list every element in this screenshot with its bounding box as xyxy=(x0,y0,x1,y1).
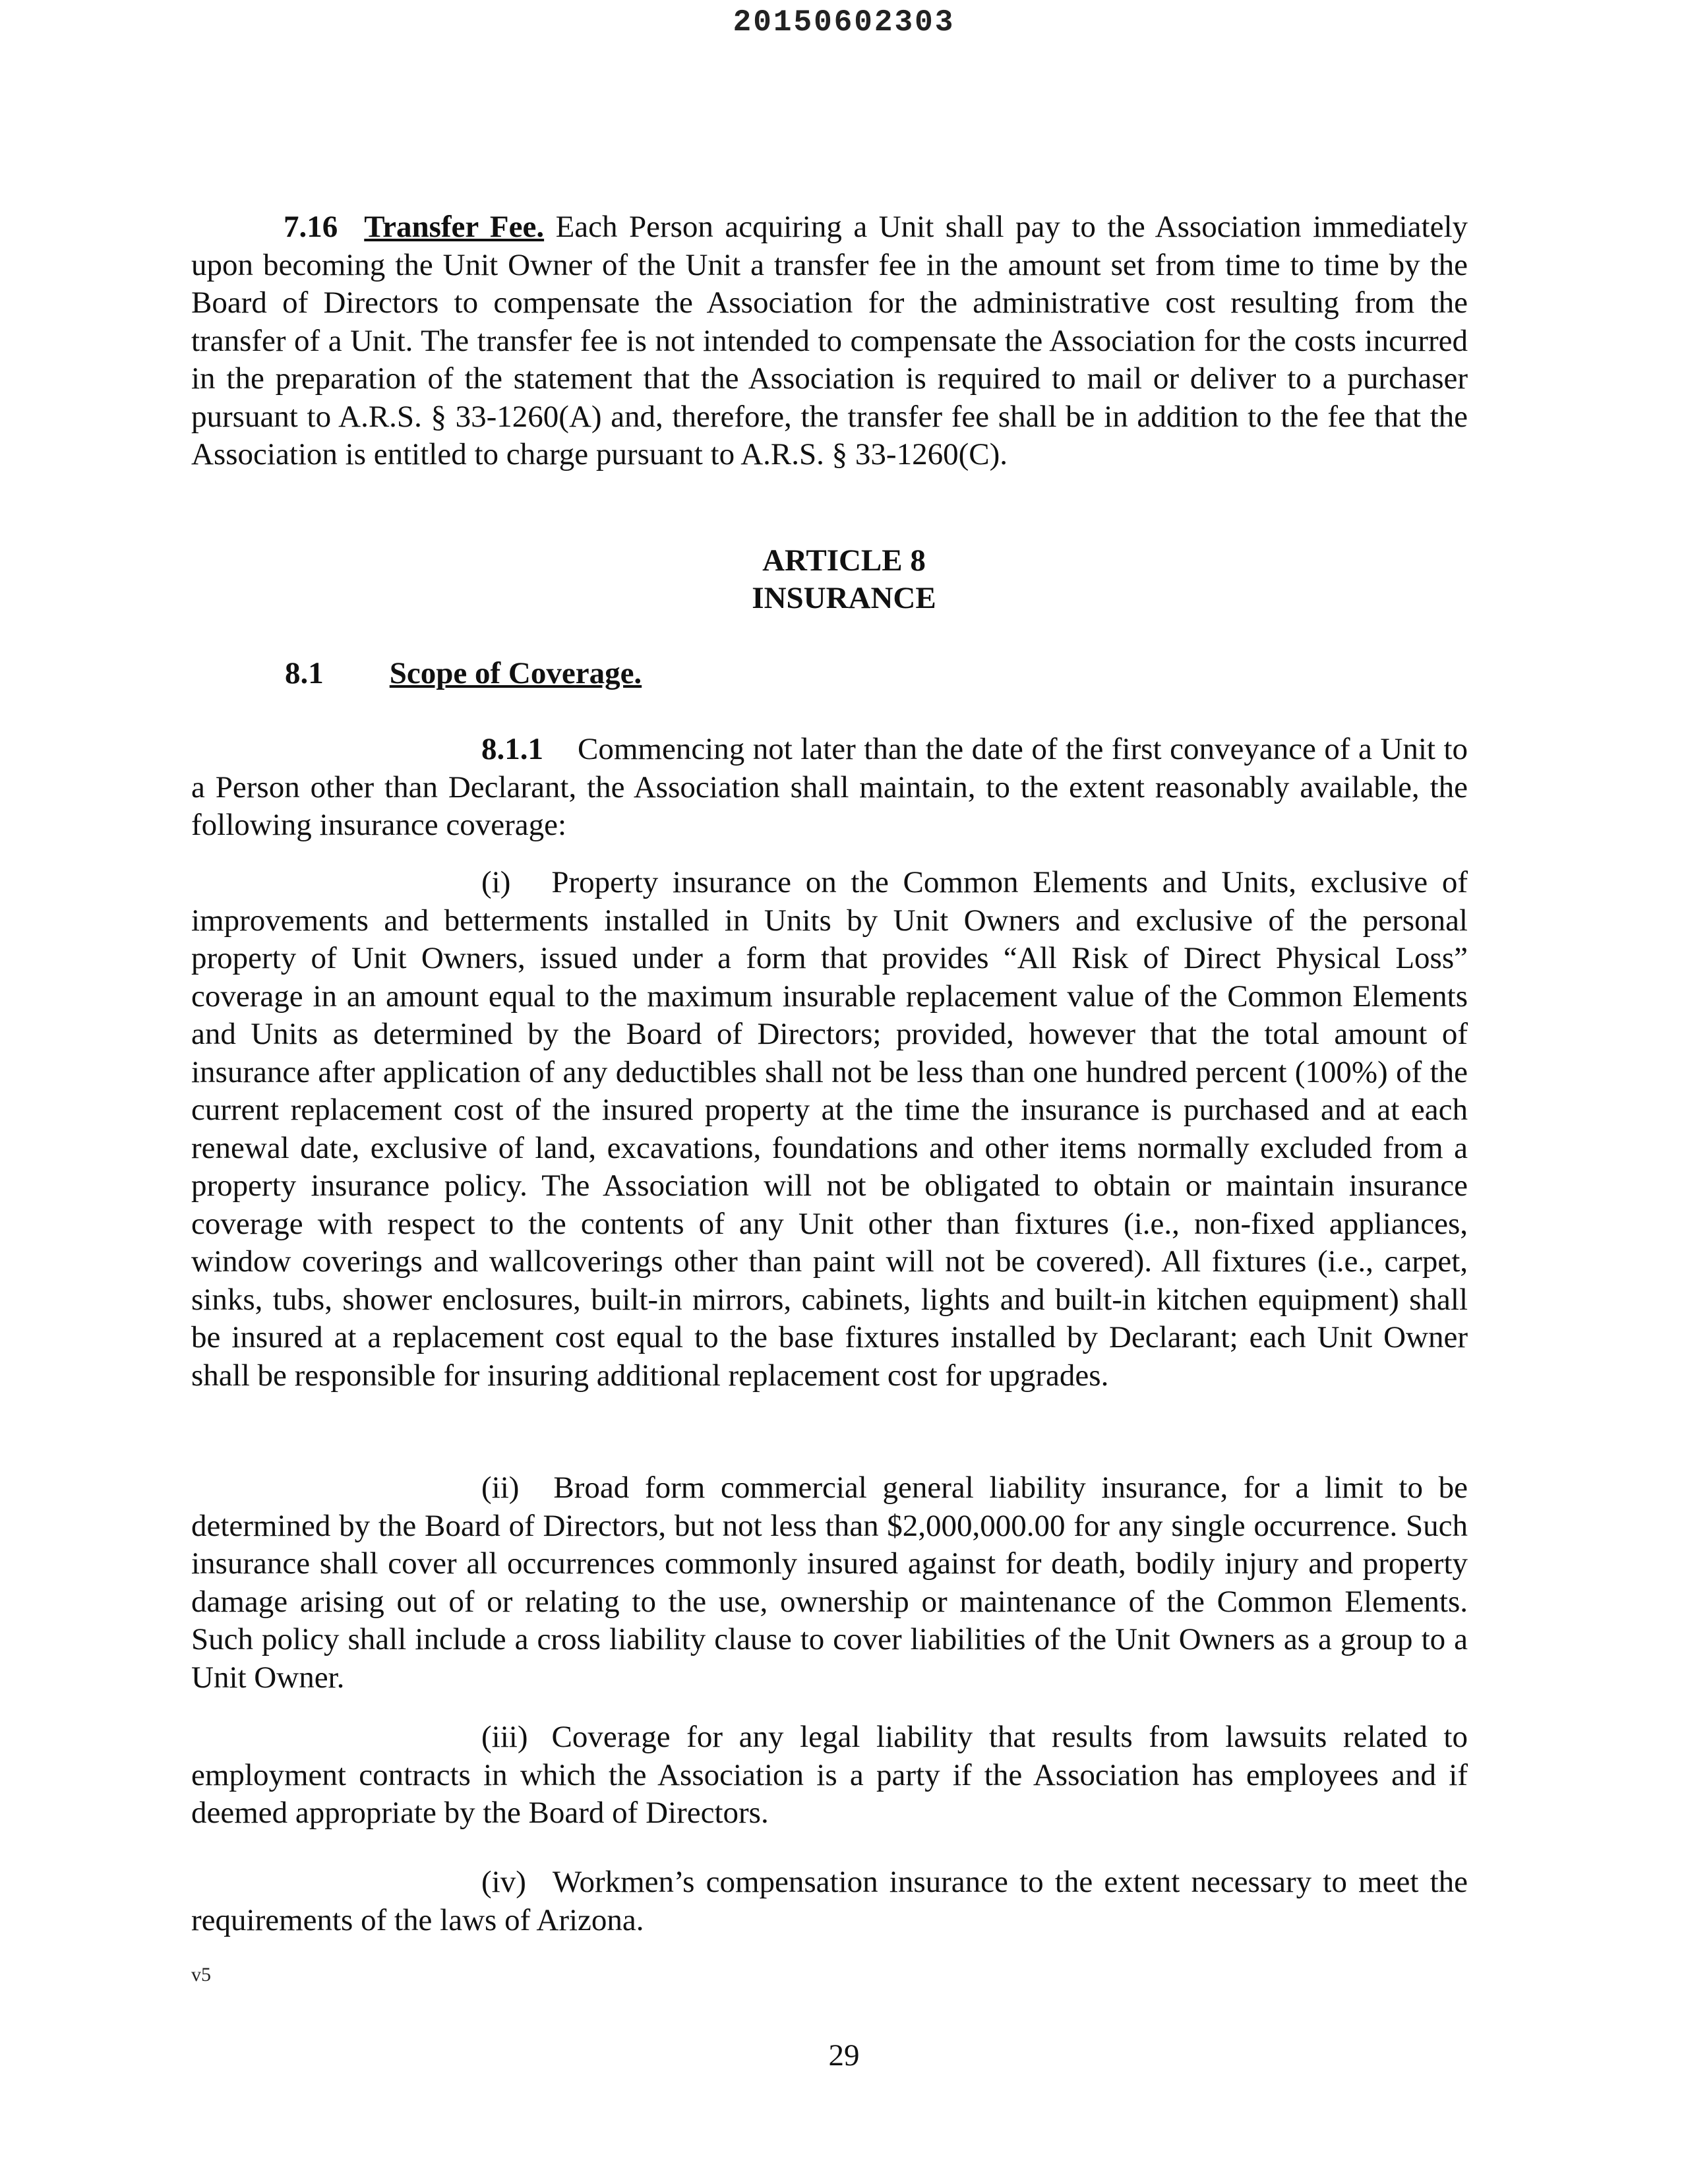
item-i-label: (i) xyxy=(481,865,511,899)
section-7-16-paragraph xyxy=(191,208,1468,474)
section-8-1-number: 8.1 xyxy=(285,656,324,690)
item-iii-text: Coverage for any legal liability that results from lawsuits related to employment contracts in which the Association is a party if the Association has employees and if deemed appropriate by the Board of Directors. xyxy=(191,1720,1468,1830)
document-number: 20150602303 xyxy=(733,5,955,40)
item-iii-label: (iii) xyxy=(481,1720,528,1754)
item-iii-paragraph xyxy=(191,1718,1468,1833)
article-title: INSURANCE xyxy=(752,581,936,615)
item-ii-label: (ii) xyxy=(481,1471,520,1505)
section-8-1-title: Scope of Coverage. xyxy=(389,656,642,690)
section-7-16-text: Each Person acquiring a Unit shall pay to the Association immediately upon becoming the Unit Owner of the Unit a transfer fee in the amount set from time to time by the Board of Directors to compensate the Association for the administrative cost resulting from the transfer of a Unit. The transfer fee is not intended to compensate the Association for the costs incurred in the preparation of the statement that the Association is required to mail or deliver to a purchaser pursuant to A.R.S. § 33-1260(A) and, therefore, the transfer fee shall be in addition to the fee that the Association is entitled to charge pursuant to A.R.S. § 33-1260(C). xyxy=(191,210,1468,471)
item-iv-paragraph xyxy=(191,1864,1468,1939)
section-8-1-1-text: Commencing not later than the date of the first conveyance of a Unit to a Person other than Declarant, the Association shall maintain, to the extent reasonably available, the following insurance coverage: xyxy=(191,732,1468,842)
item-ii-text: Broad form commercial general liability insurance, for a limit to be determined by the Board of Directors, but not less than $2,000,000.00 for any single occurrence. Such insurance shall cover all occurrences commonly insured against for death, bodily injury and property damage arising out of or relating to the use, ownership or maintenance of the Common Elements. Such policy shall include a cross liability clause to cover liabilities of the Unit Owners as a group to a Unit Owner. xyxy=(191,1471,1468,1695)
item-i-text: Property insurance on the Common Elements and Units, exclusive of improvements and betterments installed in Units by Unit Owners and exclusive of the personal property of Unit Owners, issued under a form that provides “All Risk of Direct Physical Loss” coverage in an amount equal to the maximum insurable replacement value of the Common Elements and Units as determined by the Board of Directors; provided, however that the total amount of insurance after application of any deductibles shall not be less than one hundred percent (100%) of the current replacement cost of the insured property at the time the insurance is purchased and at each renewal date, exclusive of land, excavations, foundations and other items normally excluded from a property insurance policy. The Association will not be obligated to obtain or maintain insurance coverage with respect to the contents of any Unit other than fixtures (i.e., non-fixed appliances, window coverings and wallcoverings other than paint will not be covered). All fixtures (i.e., carpet, sinks, tubs, shower enclosures, built-in mirrors, cabinets, lights and built-in kitchen equipment) shall be insured at a replacement cost equal to the base fixtures installed by Declarant; each Unit Owner shall be responsible for insuring additional replacement cost for upgrades. xyxy=(191,865,1468,1393)
section-8-1-heading xyxy=(285,655,642,693)
section-8-1-1-paragraph xyxy=(191,731,1468,845)
item-ii-paragraph xyxy=(191,1469,1468,1697)
section-7-16-title: Transfer Fee. xyxy=(364,210,545,244)
version-label: v5 xyxy=(191,1964,211,1986)
page-number: 29 xyxy=(828,2038,860,2073)
article-label: ARTICLE 8 xyxy=(762,543,926,578)
section-8-1-1-number: 8.1.1 xyxy=(481,732,543,766)
item-i-paragraph xyxy=(191,864,1468,1395)
item-iv-label: (iv) xyxy=(481,1865,526,1899)
section-7-16-number: 7.16 xyxy=(284,210,338,244)
item-iv-text: Workmen’s compensation insurance to the extent necessary to meet the requirements of the laws of Arizona. xyxy=(191,1865,1468,1937)
